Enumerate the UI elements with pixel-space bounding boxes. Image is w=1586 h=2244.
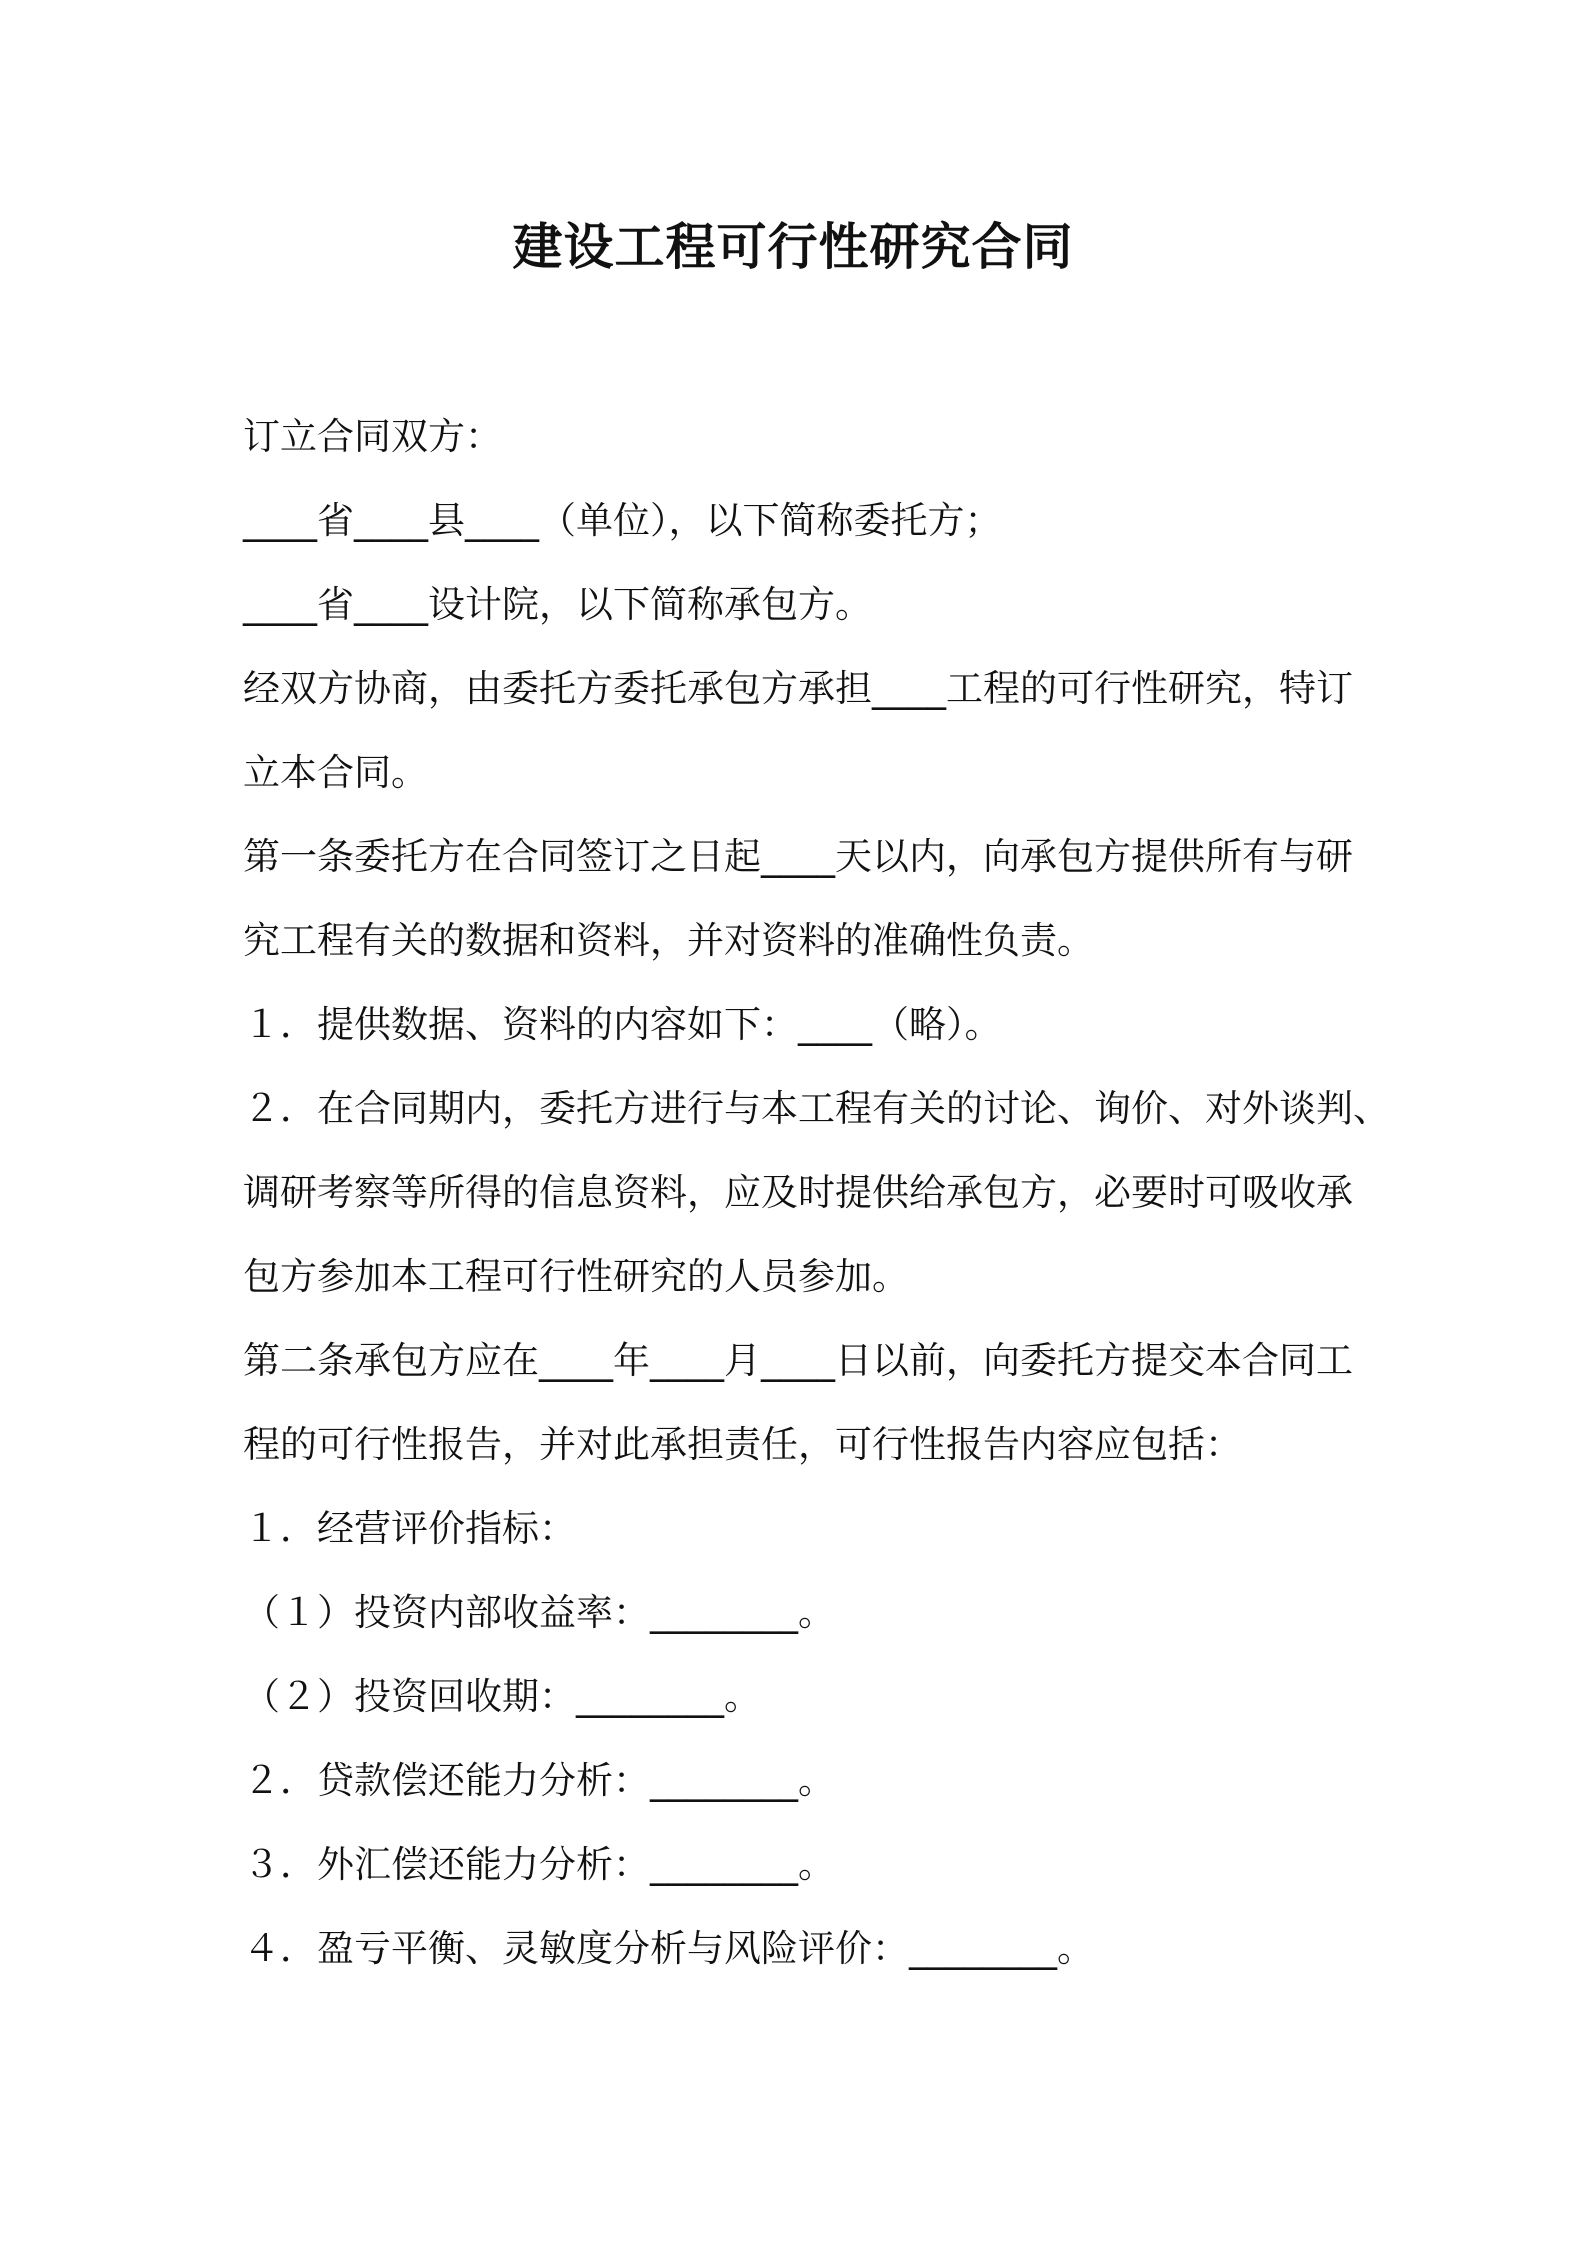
article-2-item-3: ３．外汇偿还能力分析：________。 [243,1843,835,1886]
article-1-line-1: 第一条委托方在合同签订之日起____天以内，向承包方提供所有与研 [243,835,1353,878]
document-title: 建设工程可行性研究合同 [512,218,1074,276]
article-2-item-1: １．经营评价指标： [243,1507,576,1550]
intro-paragraph-line-2: 立本合同。 [243,751,428,794]
article-2-item-1-sub-2: （２）投资回收期：________。 [243,1675,761,1718]
article-2-line-2: 程的可行性报告，并对此承担责任，可行性报告内容应包括： [243,1423,1242,1466]
article-1-item-2-line-1: ２．在合同期内，委托方进行与本工程有关的讨论、询价、对外谈判、 [243,1087,1390,1130]
contract-parties-heading: 订立合同双方： [243,415,502,458]
article-2-item-2: ２．贷款偿还能力分析：________。 [243,1759,835,1802]
article-1-item-1: １．提供数据、资料的内容如下：____（略）。 [243,1003,1002,1046]
contractor-party-line: ____省____设计院，以下简称承包方。 [243,583,872,626]
article-2-item-1-sub-1: （１）投资内部收益率：________。 [243,1591,835,1634]
client-party-line: ____省____县____（单位），以下简称委托方； [243,499,1002,542]
intro-paragraph-line-1: 经双方协商，由委托方委托承包方承担____工程的可行性研究，特订 [243,667,1353,710]
article-1-item-2-line-3: 包方参加本工程可行性研究的人员参加。 [243,1255,909,1298]
article-1-line-2: 究工程有关的数据和资料，并对资料的准确性负责。 [243,919,1094,962]
article-2-item-4: ４．盈亏平衡、灵敏度分析与风险评价：________。 [243,1927,1094,1970]
article-1-item-2-line-2: 调研考察等所得的信息资料，应及时提供给承包方，必要时可吸收承 [243,1171,1353,1214]
article-2-line-1: 第二条承包方应在____年____月____日以前，向委托方提交本合同工 [243,1339,1353,1382]
